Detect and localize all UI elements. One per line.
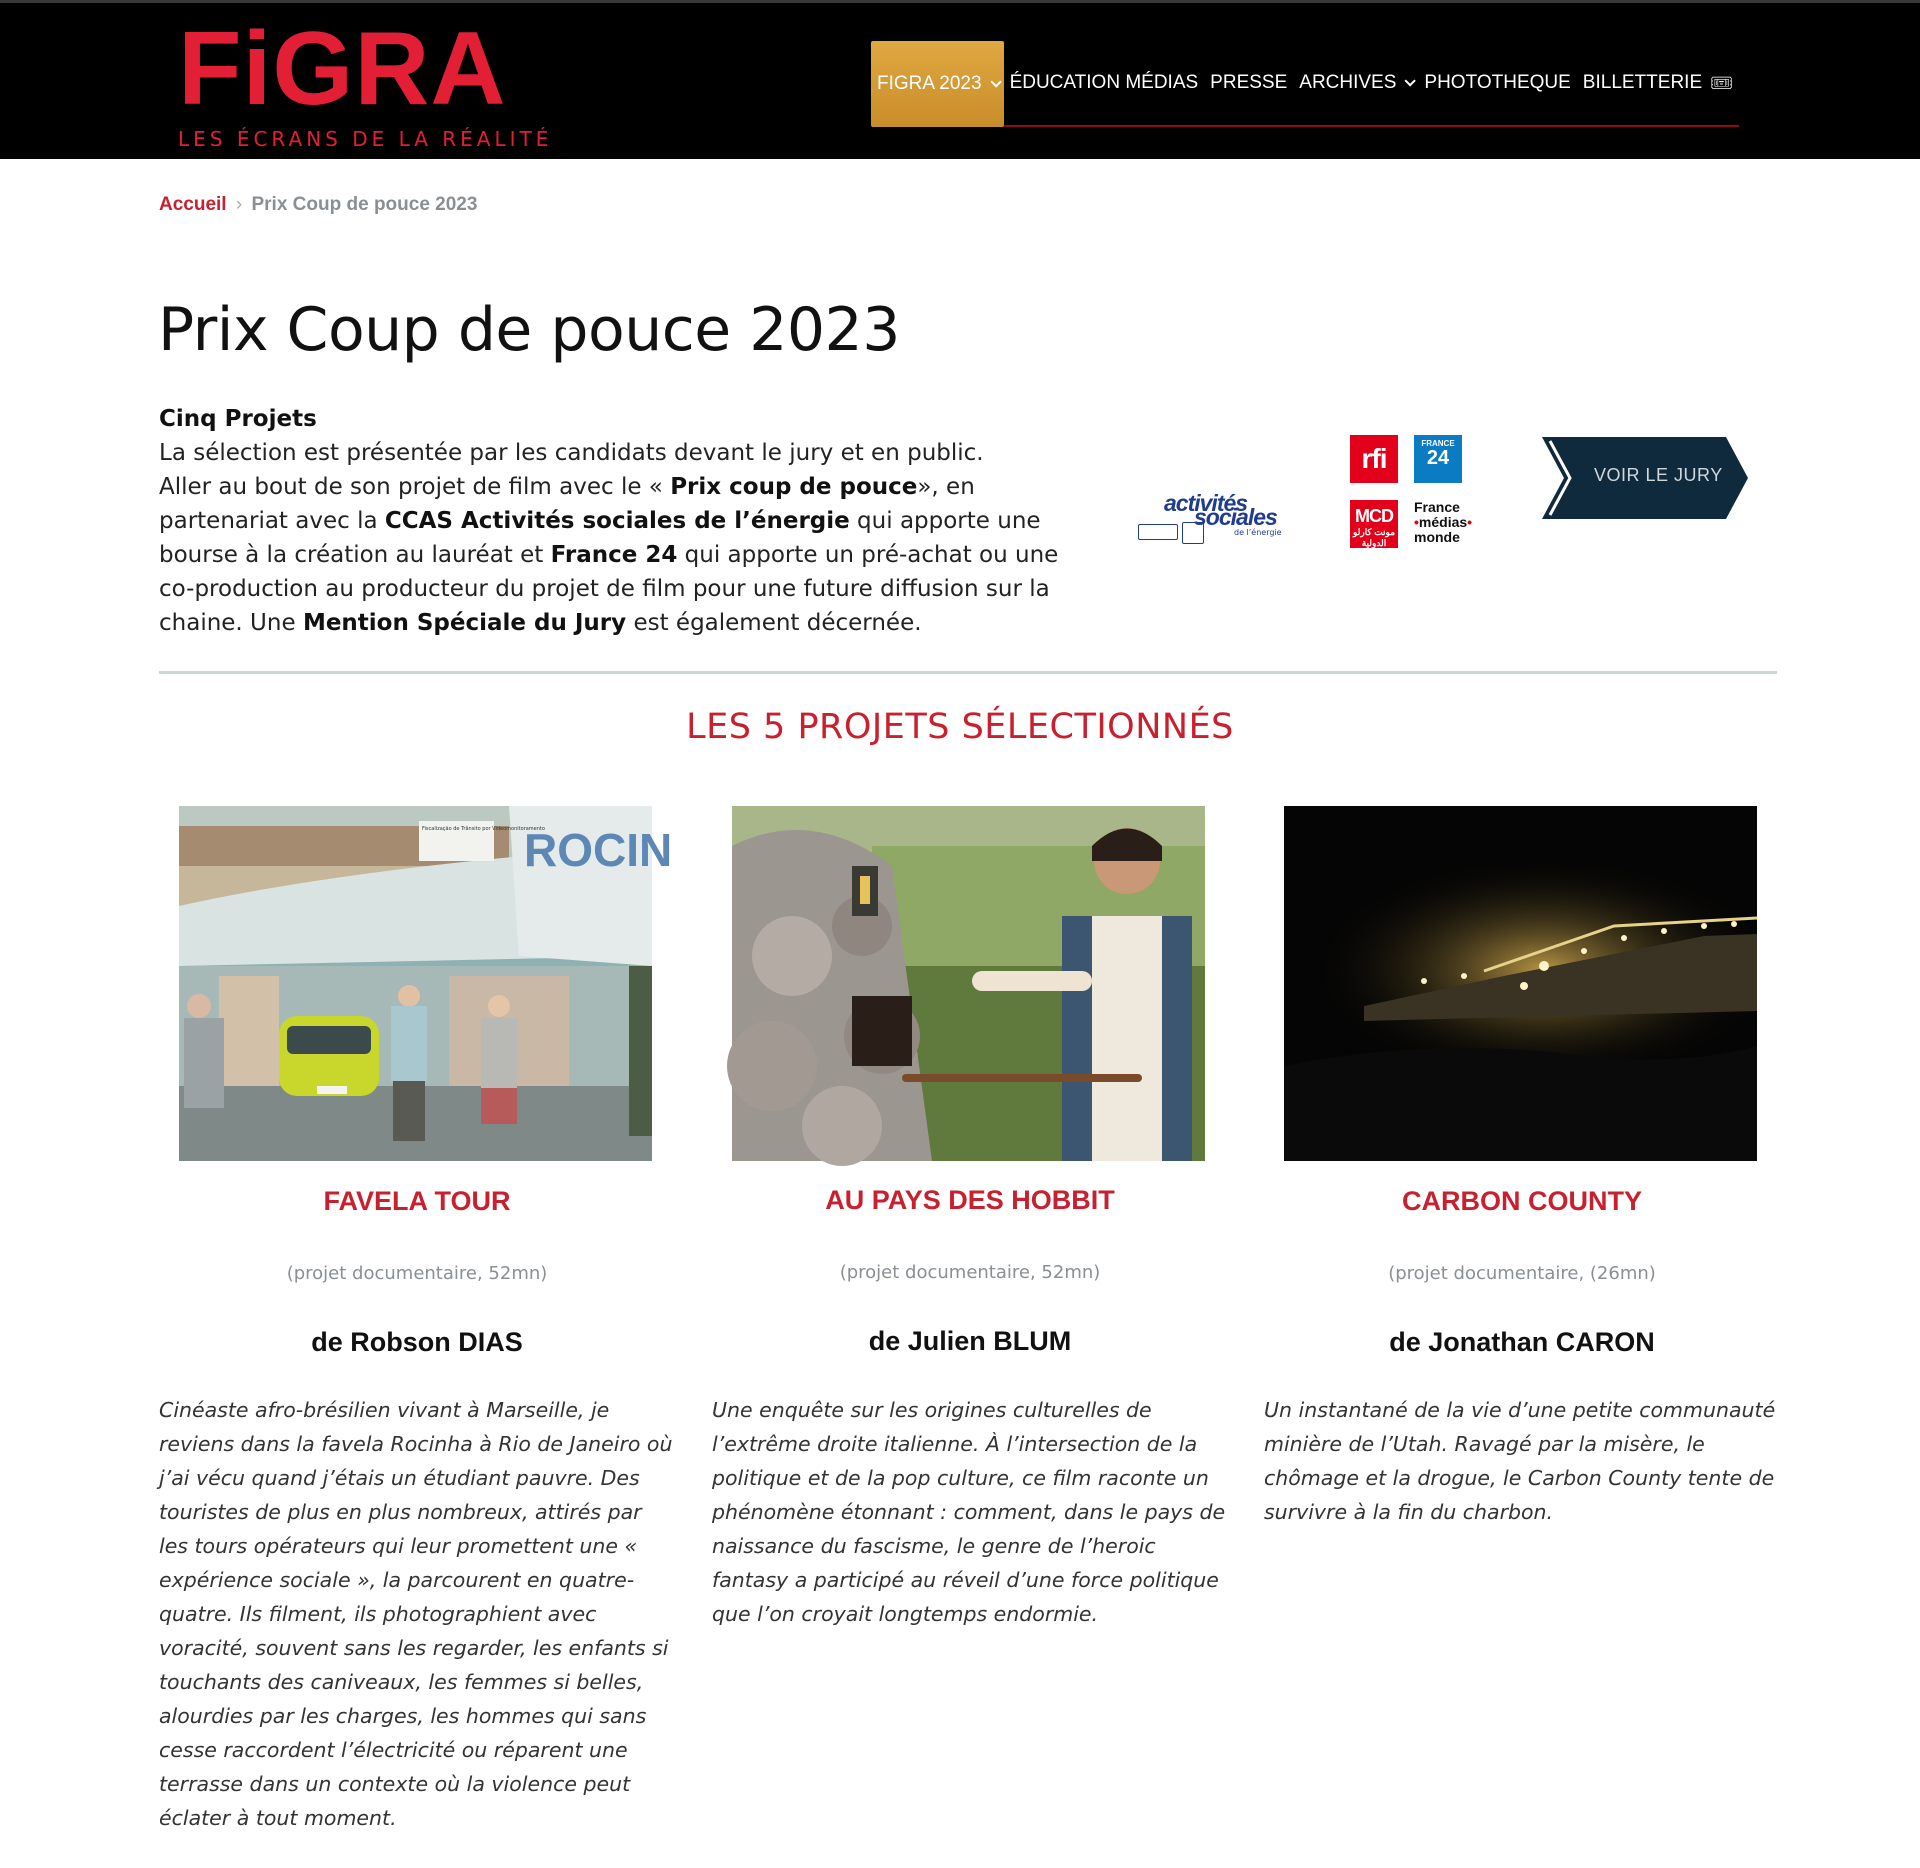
intro-fragment: qui apporte une bourse à la création au lauréat et [159, 508, 1041, 568]
intro-fragment: Aller au bout de son projet de film avec le « [159, 474, 671, 500]
nav-item-presse[interactable] [1204, 41, 1293, 127]
project-author: de Julien BLUM [868, 1326, 1072, 1356]
project-title[interactable]: FAVELA TOUR [323, 1186, 511, 1216]
breadcrumb-separator: › [235, 194, 243, 215]
nav-item-education-medias[interactable] [1004, 41, 1205, 127]
logo-wordmark: FiGRA [178, 11, 507, 127]
project-title[interactable]: CARBON COUNTY [1402, 1186, 1642, 1216]
intro-bold-ccas: CCAS Activités sociales de l’énergie [384, 508, 850, 534]
nav-item-label: BILLETTERIE [1582, 72, 1703, 93]
project-image-favela-tour[interactable] [179, 806, 673, 1161]
nav-item-phototheque[interactable] [1418, 41, 1576, 127]
favela-plate-text: Fiscalização de Trânsito por Videomonitoramento [422, 826, 545, 832]
intro-fragment: qui apporte un pré-achat ou une co-production au producteur du projet de film pour une future diffusion sur la chaine. Une [159, 542, 1059, 636]
project-meta: (projet documentaire, (26mn) [1388, 1263, 1656, 1284]
rocinha-sign-text: ROCIN [524, 824, 673, 876]
france24-logo[interactable] [1414, 435, 1462, 483]
nav-item-label: PRESSE [1210, 72, 1288, 93]
chevron-down-icon [1405, 75, 1416, 86]
ccas-logo-word: activités [1164, 490, 1248, 516]
project-meta: (projet documentaire, 52mn) [839, 1262, 1101, 1283]
project-image-au-pays-des-hobbit[interactable] [732, 806, 1205, 1161]
site-header [0, 0, 1920, 159]
mcd-logo-arabic: مونت كارلو الدولية [1352, 527, 1396, 548]
fmm-dot: • [1467, 514, 1473, 530]
ccas-emblem-icon [1182, 522, 1204, 544]
fmm-logo-line: monde [1414, 529, 1460, 545]
voir-le-jury-button[interactable] [1540, 437, 1750, 519]
project-meta: (projet documentaire, 52mn) [286, 1263, 548, 1284]
ticket-icon: 🎟 [1710, 72, 1733, 93]
nav-item-label: ÉDUCATION MÉDIAS [1009, 72, 1199, 93]
hobbit-oven-photo [732, 806, 1205, 1161]
intro-text [159, 402, 1079, 640]
favela-street-photo [179, 806, 673, 1161]
nav-item-archives[interactable] [1293, 41, 1418, 127]
france24-logo-top: FRANCE [1421, 439, 1455, 448]
page-title: Prix Coup de pouce 2023 [158, 295, 900, 365]
rfi-logo[interactable] [1350, 435, 1398, 483]
intro-bold-france24: France 24 [550, 542, 678, 568]
project-author: de Robson DIAS [311, 1327, 523, 1357]
nav-item-label: FIGRA 2023 [877, 73, 982, 94]
main-nav [871, 41, 1739, 127]
section-title: LES 5 PROJETS SÉLECTIONNÉS [686, 707, 1234, 747]
project-description: Cinéaste afro-brésilien vivant à Marseille, je reviens dans la favela Rocinha à Rio de Janeiro où j’ai vécu quand j’étais un étudiant pauvre. Des touristes de plus en plus nombreux, attirés par les tours opérateurs qui leur promettent une « expérience sociale », la parcourent en quatre-quatre. Ils filment, ils photographient avec voracité, souvent sans les regarder, les enfants si touchants des caniveaux, les femmes si belles, alourdies par les charges, les hommes qui sans cesse raccordent l’électricité ou réparent une terrasse dans un contexte où la violence peut éclater à tout moment. [159, 1398, 673, 1830]
ccas-logo-word: sociales [1194, 504, 1277, 530]
nav-item-billetterie[interactable] [1577, 41, 1739, 127]
project-title[interactable]: AU PAYS DES HOBBIT [825, 1185, 1115, 1215]
intro-fragment: est également décernée. [626, 610, 922, 636]
carbon-county-night-photo [1284, 806, 1757, 1161]
breadcrumb-current: Prix Coup de pouce 2023 [251, 194, 478, 215]
ccas-small-mark [1138, 524, 1178, 540]
jury-button-label: VOIR LE JURY [1594, 465, 1723, 485]
france24-logo-number: 24 [1426, 447, 1450, 469]
ccas-activites-sociales-logo[interactable] [1138, 490, 1282, 546]
project-author: de Jonathan CARON [1389, 1327, 1655, 1357]
ccas-logo-sub: de l’énergie [1234, 528, 1282, 537]
fmm-logo-line: médias [1418, 514, 1468, 530]
figra-logo[interactable] [178, 11, 553, 151]
project-image-carbon-county[interactable] [1284, 806, 1757, 1161]
intro-lead: Cinq Projets [159, 406, 317, 432]
logo-tagline: LES ÉCRANS DE LA RÉALITÉ [178, 127, 553, 151]
breadcrumb [159, 194, 477, 216]
mcd-logo-text: MCD [1355, 506, 1393, 526]
intro-line: La sélection est présentée par les candidats devant le jury et en public. [159, 440, 984, 466]
intro-fragment: », en partenariat avec la [159, 474, 975, 534]
section-divider [159, 671, 1777, 674]
nav-item-label: ARCHIVES [1299, 72, 1397, 93]
intro-bold-prize: Prix coup de pouce [670, 474, 918, 500]
breadcrumb-home-link[interactable]: Accueil [159, 194, 227, 215]
fmm-dot: • [1414, 514, 1419, 530]
rfi-logo-text: rfi [1361, 443, 1387, 474]
chevron-down-icon [990, 76, 1001, 87]
mcd-logo[interactable] [1350, 500, 1398, 548]
france-medias-monde-logo[interactable] [1414, 500, 1484, 548]
intro-bold-mention: Mention Spéciale du Jury [302, 610, 627, 636]
nav-item-label: PHOTOTHEQUE [1424, 72, 1571, 93]
project-description: Une enquête sur les origines culturelles de l’extrême droite italienne. À l’intersection de la politique et de la pop culture, ce film raconte un phénomène étonnant : comment, dans le pays de naissance du fascisme, le genre de l’heroic fantasy a participé au réveil d’une force politique que l’on croyait longtemps endormie. [712, 1398, 1226, 1626]
fmm-logo-line: France [1414, 499, 1460, 515]
nav-item-figra-2023[interactable] [871, 41, 1004, 127]
project-description: Un instantané de la vie d’une petite communauté minière de l’Utah. Ravagé par la misère, le chômage et la drogue, le Carbon County tente de survivre à la fin du charbon. [1264, 1398, 1776, 1524]
